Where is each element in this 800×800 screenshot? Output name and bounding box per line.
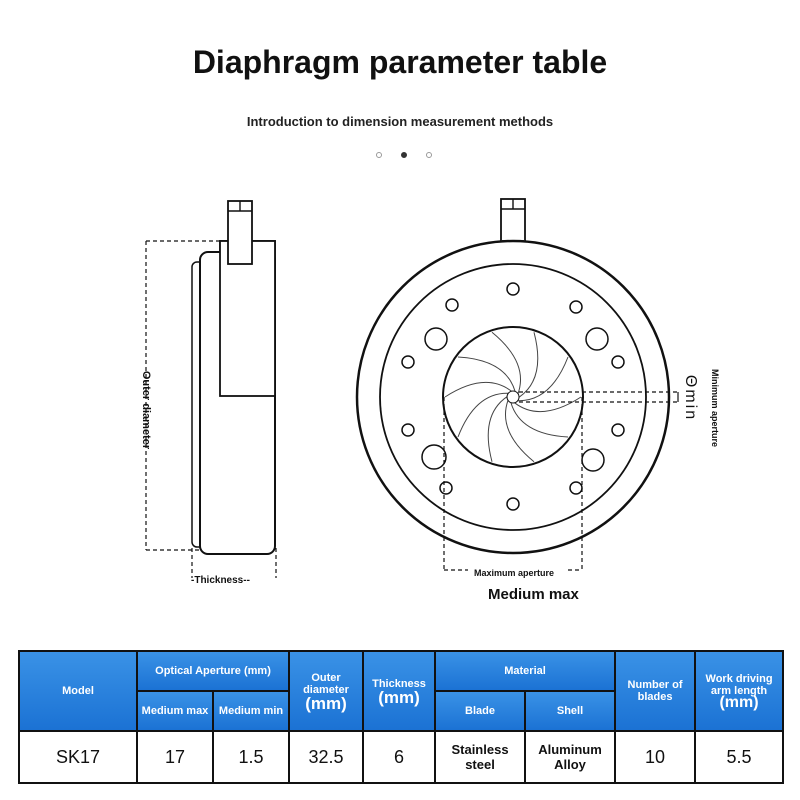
header-work-arm-text: Work driving arm length (705, 673, 773, 697)
page-subtitle: Introduction to dimension measurement methods (246, 114, 554, 129)
parameter-table (18, 650, 784, 784)
side-view (146, 201, 276, 578)
cell-work-arm: 5.5 (695, 731, 783, 783)
header-optical-aperture: Optical Aperture (mm) (137, 651, 289, 691)
cell-outer-diameter: 32.5 (289, 731, 363, 783)
header-model: Model (19, 651, 137, 731)
header-medium-min: Medium min (213, 691, 289, 731)
header-medium-max: Medium max (137, 691, 213, 731)
outer-diameter-label: Outer diameter (140, 370, 152, 450)
cell-shell: Aluminum Alloy (525, 731, 615, 783)
cell-number-of-blades: 10 (615, 731, 695, 783)
header-material: Material (435, 651, 615, 691)
header-outer-diameter-text: Outer diameter (303, 672, 349, 696)
medium-max-label: Medium max (488, 586, 579, 603)
header-outer-diameter (289, 651, 363, 731)
cell-thickness: 6 (363, 731, 435, 783)
carousel-dots (376, 149, 432, 161)
header-thickness-text: Thickness (372, 678, 426, 690)
carousel-dot[interactable] (426, 152, 432, 158)
minimum-aperture-label: Minimum aperture (710, 368, 720, 448)
phi-min-label: Θmin (682, 374, 699, 422)
header-number-of-blades: Number of blades (615, 651, 695, 731)
carousel-dot-active[interactable] (401, 152, 407, 158)
carousel-dot[interactable] (376, 152, 382, 158)
header-work-arm-unit: (mm) (719, 694, 759, 711)
header-shell: Shell (525, 691, 615, 731)
cell-medium-min: 1.5 (213, 731, 289, 783)
header-blade: Blade (435, 691, 525, 731)
front-view (357, 199, 678, 570)
maximum-aperture-label: Maximum aperture (474, 568, 555, 578)
header-work-arm (695, 651, 783, 731)
cell-medium-max: 17 (137, 731, 213, 783)
header-thickness (363, 651, 435, 731)
cell-model: SK17 (19, 731, 137, 783)
thickness-label: -Thickness-- (191, 575, 250, 586)
page-title: Diaphragm parameter table (192, 44, 608, 80)
cell-blade: Stainless steel (435, 731, 525, 783)
diaphragm-diagram (0, 170, 800, 620)
table-row (19, 731, 783, 783)
header-outer-diameter-unit: (mm) (305, 694, 347, 713)
header-thickness-unit: (mm) (378, 688, 420, 707)
